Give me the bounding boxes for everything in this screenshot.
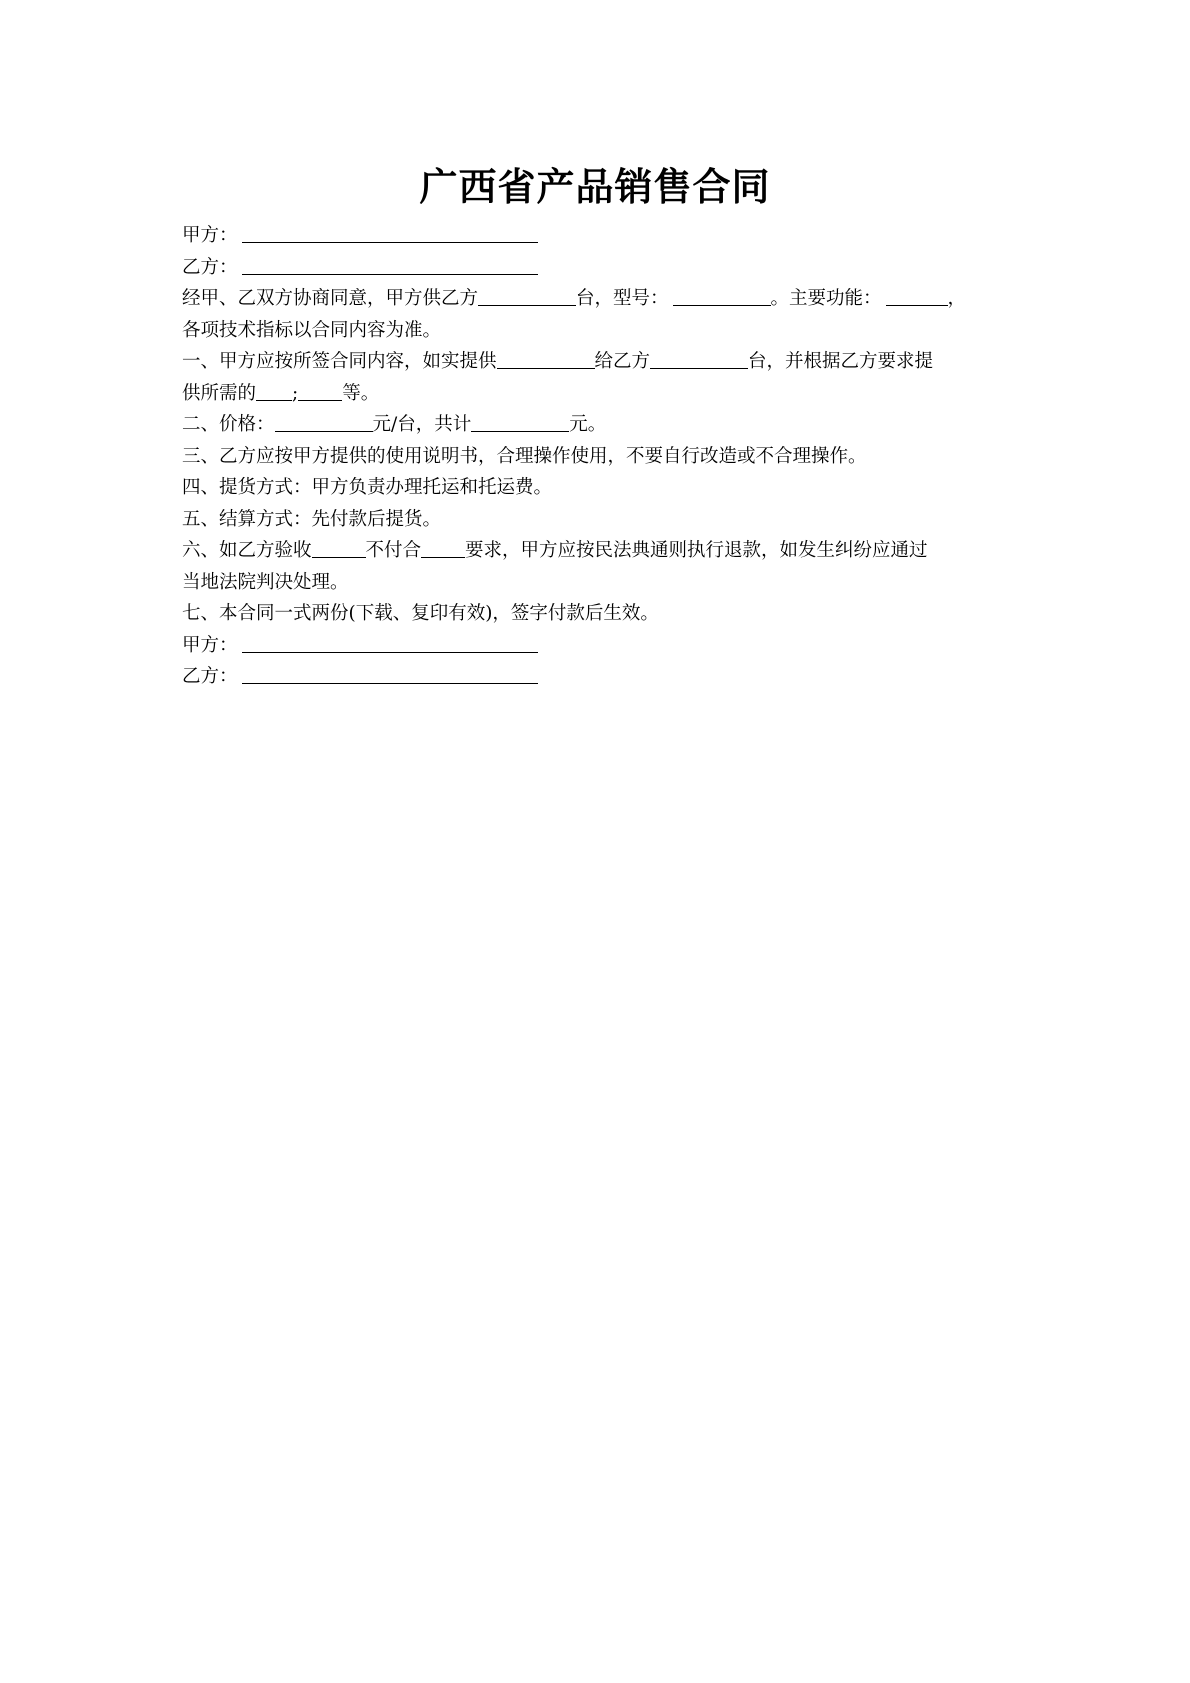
party-a-blank — [242, 224, 538, 243]
clause-1-line-1 — [182, 346, 1012, 378]
intro-text: 经甲、乙双方协商同意，甲方供乙方 — [182, 288, 479, 309]
quantity-blank — [478, 287, 576, 306]
accessory-blank-2 — [298, 382, 342, 401]
party-b-label: 乙方： — [182, 256, 238, 278]
inspection-blank-1 — [312, 539, 366, 558]
party-b-blank — [242, 256, 538, 275]
signature-party-b-line — [182, 661, 1012, 693]
model-blank — [673, 287, 771, 306]
clause-1-line-2 — [182, 378, 1012, 410]
intro-line-1 — [182, 283, 1012, 315]
unit-price-blank — [275, 413, 373, 432]
clause-text: 二、价格： — [182, 414, 275, 435]
clause-2-line — [182, 409, 1012, 441]
signature-party-b-blank — [242, 665, 538, 684]
clause-5-line: 五、结算方式：先付款后提货。 — [182, 508, 442, 530]
clause-4-line: 四、提货方式：甲方负责办理托运和托运费。 — [182, 477, 553, 498]
total-price-blank — [471, 413, 569, 432]
intro-text: ， — [947, 288, 967, 309]
signature-party-b-label: 乙方： — [182, 666, 238, 687]
clause-text: 台，并根据乙方要求提 — [748, 351, 934, 372]
signature-party-a-blank — [242, 634, 538, 653]
party-a-line — [182, 220, 1012, 252]
clause-text: 供所需的 — [182, 382, 257, 404]
clause-text: 元。 — [569, 414, 607, 435]
clause-7-line: 七、本合同一式两份(下载、复印有效)，签字付款后生效。 — [182, 603, 659, 624]
product-blank — [497, 350, 595, 369]
party-b-line — [182, 252, 1012, 284]
document-body — [182, 220, 1012, 693]
units-blank — [650, 350, 748, 369]
clause-text: 六、如乙方验收 — [182, 540, 312, 561]
accessory-blank-1 — [256, 382, 292, 401]
clause-text: 元/台，共计 — [372, 414, 472, 435]
clause-text: 给乙方 — [594, 351, 651, 372]
clause-text: 不付合 — [365, 540, 422, 561]
clause-text: 一、甲方应按所签合同内容，如实提供 — [182, 351, 497, 372]
clause-6-line-1 — [182, 535, 1012, 567]
party-a-label: 甲方： — [182, 225, 238, 246]
clause-text: 要求，甲方应按民法典通则执行退款，如发生纠纷应通过 — [465, 540, 928, 561]
intro-line-2: 各项技术指标以合同内容为准。 — [182, 319, 442, 341]
clause-text: ; — [292, 382, 299, 404]
signature-party-a-label: 甲方： — [182, 634, 238, 656]
intro-text: 。主要功能： — [770, 288, 882, 309]
inspection-blank-2 — [421, 539, 465, 558]
clause-text: 等。 — [342, 382, 380, 404]
intro-text: 台，型号： — [576, 288, 669, 309]
clause-6-line-2: 当地法院判决处理。 — [182, 571, 349, 593]
function-blank — [886, 287, 948, 306]
document-title: 广西省产品销售合同 — [419, 165, 771, 209]
signature-party-a-line — [182, 630, 1012, 662]
clause-3-line: 三、乙方应按甲方提供的使用说明书，合理操作使用，不要自行改造或不合理操作。 — [182, 445, 867, 467]
